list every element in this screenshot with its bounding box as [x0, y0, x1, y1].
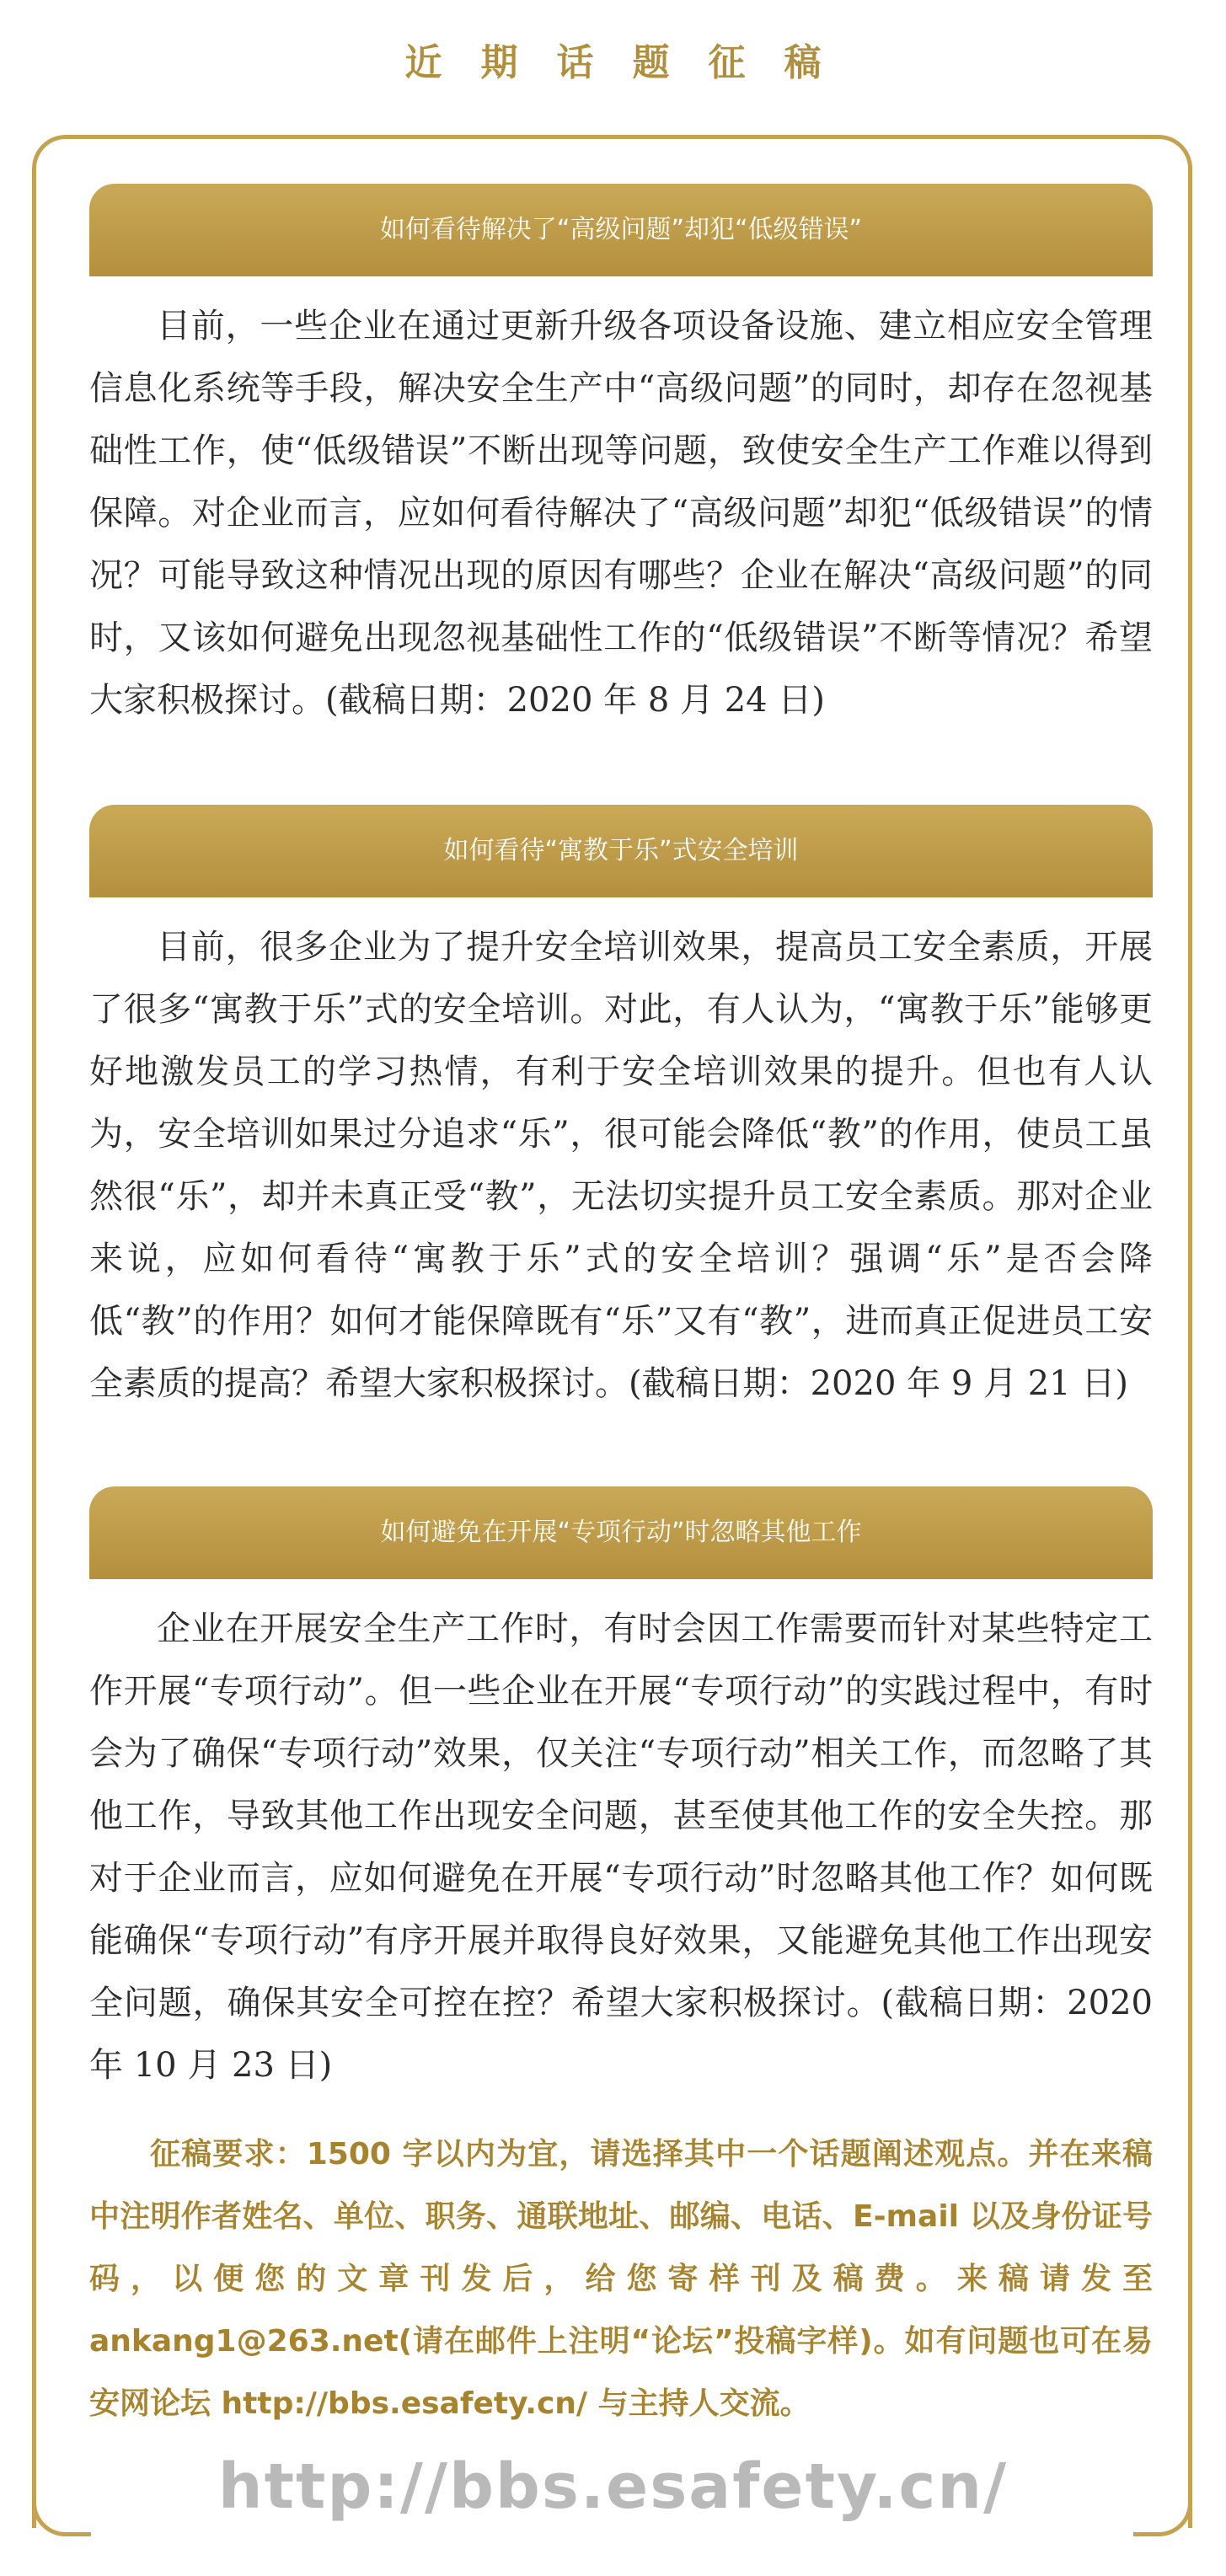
topic-body: 目前，很多企业为了提升安全培训效果，提高员工安全素质，开展了很多“寓教于乐”式的安全培训。对此，有人认为，“寓教于乐”能够更好地激发员工的学习热情，有利于安全培训效果的提升。但也有人认为，安全培训如果过分追求“乐”，很可能会降低“教”的作用，使员工虽然很“乐”，却并未真正受“教”，无法切实提升员工安全素质。那对企业来说，应如何看待“寓教于乐”式的安全培训？强调“乐”是否会降低“教”的作用？如何才能保障既有“乐”又有“教”，进而真正促进员工安全素质的提高？希望大家积极探讨。(截稿日期：2020 年 9 月 21 日) — [89, 928, 1153, 1403]
topic-section-3 — [89, 1486, 1153, 2097]
topic-section-2 — [89, 805, 1153, 1415]
requirements-text — [89, 2123, 1153, 2435]
footer-url[interactable]: http://bbs.esafety.cn/ — [217, 2450, 1009, 2523]
topic-title: 如何看待解决了“高级问题”却犯“低级错误” — [89, 184, 1153, 276]
topic-title: 如何避免在开展“专项行动”时忽略其他工作 — [89, 1486, 1153, 1579]
submission-requirements — [89, 2123, 1153, 2435]
forum-link[interactable]: http://bbs.esafety.cn/ — [221, 2386, 588, 2421]
topic-title: 如何看待“寓教于乐”式安全培训 — [89, 805, 1153, 897]
topic-section-1 — [89, 184, 1153, 731]
requirements-text-after: 与主持人交流。 — [587, 2386, 811, 2421]
requirements-text-before: 征稿要求：1500 字以内为宜，请选择其中一个话题阐述观点。并在来稿中注明作者姓名、单位、职务、通联地址、邮编、电话、E-mail 以及身份证号码，以便您的文章刊发后，给您寄样刊及稿费。来稿请发至 ankang1@263.net(请在邮件上注明“论坛”投稿字样)。如有问题也可在易安网论坛 — [89, 2137, 1153, 2421]
page-title: 近期话题征稿 — [404, 41, 860, 84]
topic-body: 目前，一些企业在通过更新升级各项设备设施、建立相应安全管理信息化系统等手段，解决安全生产中“高级问题”的同时，却存在忽视基础性工作，使“低级错误”不断出现等问题，致使安全生产工作难以得到保障。对企业而言，应如何看待解决了“高级问题”却犯“低级错误”的情况？可能导致这种情况出现的原因有哪些？企业在解决“高级问题”的同时，又该如何避免出现忽视基础性工作的“低级错误”不断等情况？希望大家积极探讨。(截稿日期：2020 年 8 月 24 日) — [89, 307, 1153, 720]
topic-body: 企业在开展安全生产工作时，有时会因工作需要而针对某些特定工作开展“专项行动”。但一些企业在开展“专项行动”的实践过程中，有时会为了确保“专项行动”效果，仅关注“专项行动”相关工作，而忽略了其他工作，导致其他工作出现安全问题，甚至使其他工作的安全失控。那对于企业而言，应如何避免在开展“专项行动”时忽略其他工作？如何既能确保“专项行动”有序开展并取得良好效果，又能避免其他工作出现安全问题，确保其安全可控在控？希望大家积极探讨。(截稿日期：2020 年 10 月 23 日) — [89, 1609, 1153, 2085]
